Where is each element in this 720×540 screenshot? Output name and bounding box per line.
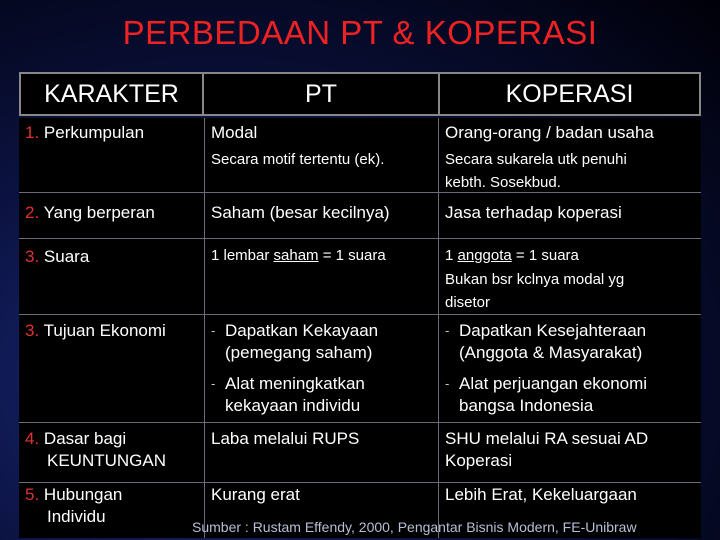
- pt-perkumpulan: Modal: [211, 123, 258, 142]
- row-divider: [19, 482, 701, 483]
- row-divider: [19, 422, 701, 423]
- slide-title: PERBEDAAN PT & KOPERASI: [122, 14, 598, 51]
- kop-hubungan-individu: Lebih Erat, Kekeluargaan: [445, 485, 637, 504]
- comparison-table: [19, 118, 701, 538]
- pt-dasar-keuntungan: Laba melalui RUPS: [211, 429, 360, 448]
- row-label-hubungan-individu: 5. Hubungan Individu: [25, 485, 123, 526]
- kop-yang-berperan: Jasa terhadap koperasi: [445, 203, 622, 222]
- kop-tujuan-item: - Alat perjuangan ekonomi bangsa Indonesia: [445, 374, 648, 415]
- row-label-suara: 3. Suara: [25, 247, 90, 266]
- row-label-tujuan-ekonomi: 3. Tujuan Ekonomi: [25, 321, 166, 340]
- kop-perkumpulan: Orang-orang / badan usaha: [445, 123, 654, 142]
- row-divider: [19, 314, 701, 315]
- row-label-perkumpulan: 1. Perkumpulan: [25, 123, 145, 142]
- header-karakter: KARAKTER: [19, 72, 204, 116]
- column-divider: [204, 118, 205, 538]
- pt-perkumpulan-note: Secara motif tertentu (ek).: [211, 151, 385, 168]
- row-label-yang-berperan: 2. Yang berperan: [25, 203, 155, 222]
- pt-tujuan-item: - Dapatkan Kekayaan (pemegang saham): [211, 321, 379, 362]
- pt-tujuan-item: - Alat meningkatkan kekayaan individu: [211, 374, 365, 415]
- row-label-dasar-keuntungan: 4. Dasar bagi KEUNTUNGAN: [25, 429, 167, 470]
- kop-suara-note: Bukan bsr kclnya modal yg disetor: [445, 271, 625, 311]
- kop-tujuan-item: - Dapatkan Kesejahteraan (Anggota & Masyarakat): [445, 321, 647, 362]
- kop-dasar-keuntungan: SHU melalui RA sesuai AD Koperasi: [445, 429, 649, 470]
- source-citation: Sumber : Rustam Effendy, 2000, Pengantar Bisnis Modern, FE-Unibraw: [192, 519, 637, 535]
- row-divider: [19, 238, 701, 239]
- pt-suara: 1 lembar saham = 1 suara: [211, 247, 386, 264]
- column-divider: [438, 118, 439, 538]
- header-pt: PT: [204, 72, 438, 116]
- pt-yang-berperan: Saham (besar kecilnya): [211, 203, 390, 222]
- header-koperasi: KOPERASI: [438, 72, 701, 116]
- pt-hubungan-individu: Kurang erat: [211, 485, 300, 504]
- kop-perkumpulan-note: Secara sukarela utk penuhi kebth. Sosekbud.: [445, 151, 627, 191]
- kop-suara: 1 anggota = 1 suara: [445, 247, 579, 264]
